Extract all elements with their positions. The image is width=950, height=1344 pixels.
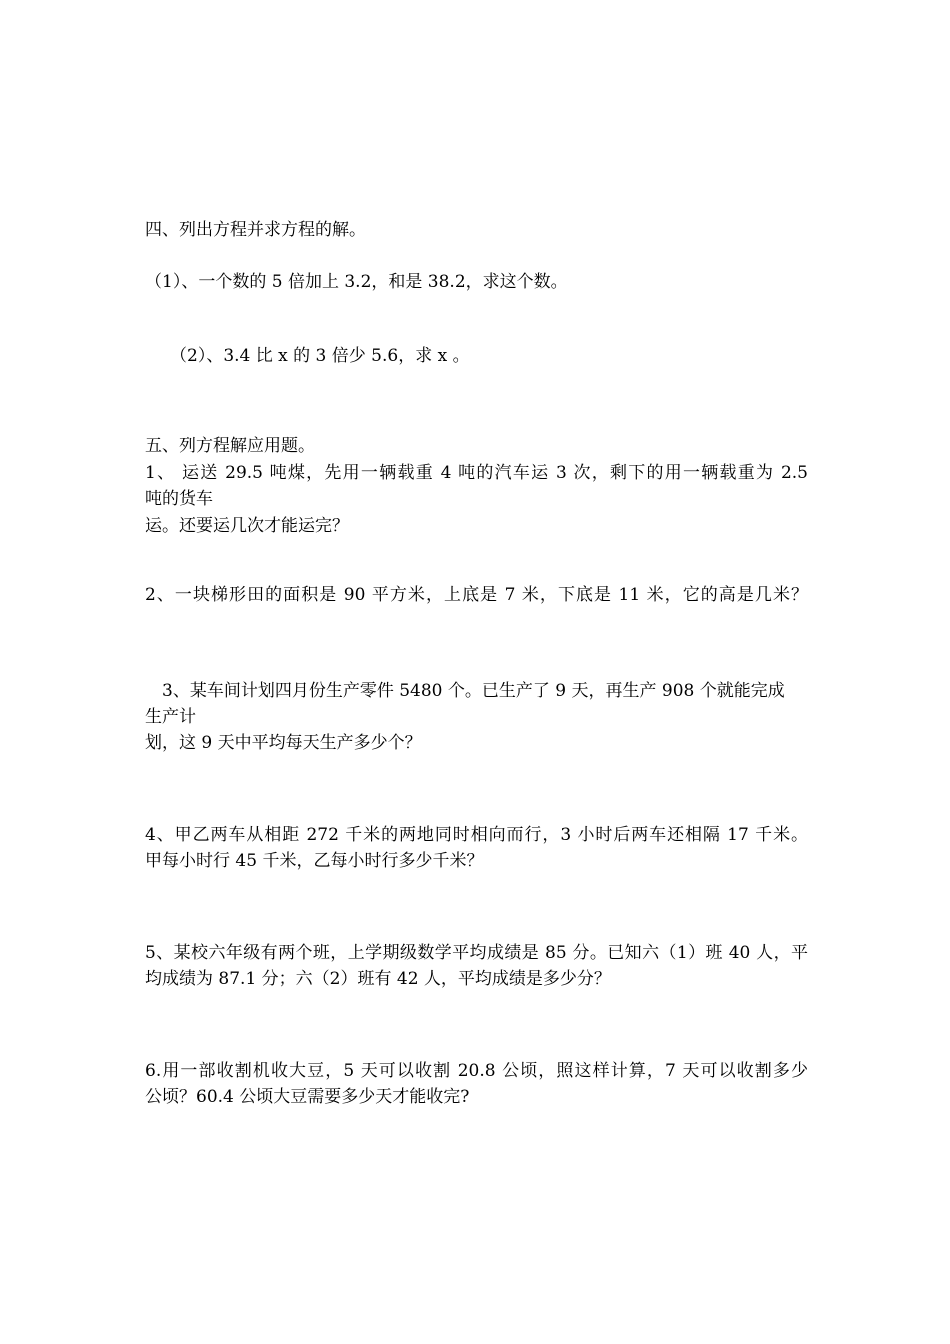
problem-4-line-1: 4、甲乙两车从相距 272 千米的两地同时相向而行，3 小时后两车还相隔 17 千米。 [145, 825, 808, 845]
problem-6-line-1: 6.用一部收割机收大豆，5 天可以收割 20.8 公顷，照这样计算，7 天可以收割多少 [145, 1061, 808, 1081]
problem-5-line-1: 5、某校六年级有两个班，上学期级数学平均成绩是 85 分。已知六（1）班 40 人，平 [145, 943, 808, 963]
problem-4-line-2: 甲每小时行 45 千米，乙每小时行多少千米？ [145, 851, 484, 871]
section-4-question-1: （1）、一个数的 5 倍加上 3.2，和是 38.2，求这个数。 [145, 272, 568, 292]
problem-3-line-2: 生产计 [145, 707, 196, 727]
problem-1-line-2: 吨的货车 [145, 489, 213, 509]
section-4-heading: 四、列出方程并求方程的解。 [145, 220, 366, 240]
problem-3-line-3: 划，这 9 天中平均每天生产多少个？ [145, 733, 422, 753]
problem-2-line-1: 2、一块梯形田的面积是 90 平方米，上底是 7 米，下底是 11 米，它的高是几米？ [145, 585, 808, 605]
section-5-heading: 五、列方程解应用题。 [145, 436, 315, 456]
problem-1-line-1: 1、 运送 29.5 吨煤，先用一辆载重 4 吨的汽车运 3 次，剩下的用一辆载重为 2.5 [145, 463, 808, 483]
problem-1-line-3: 运。还要运几次才能运完？ [145, 516, 349, 536]
problem-5-line-2: 均成绩为 87.1 分；六（2）班有 42 人，平均成绩是多少分？ [145, 969, 611, 989]
section-4-question-2: （2）、3.4 比 x 的 3 倍少 5.6，求 x 。 [170, 346, 470, 366]
problem-6-line-2: 公顷？60.4 公顷大豆需要多少天才能收完? [145, 1087, 470, 1107]
problem-3-line-1: 3、某车间计划四月份生产零件 5480 个。已生产了 9 天，再生产 908 个就能完成 [162, 681, 785, 701]
